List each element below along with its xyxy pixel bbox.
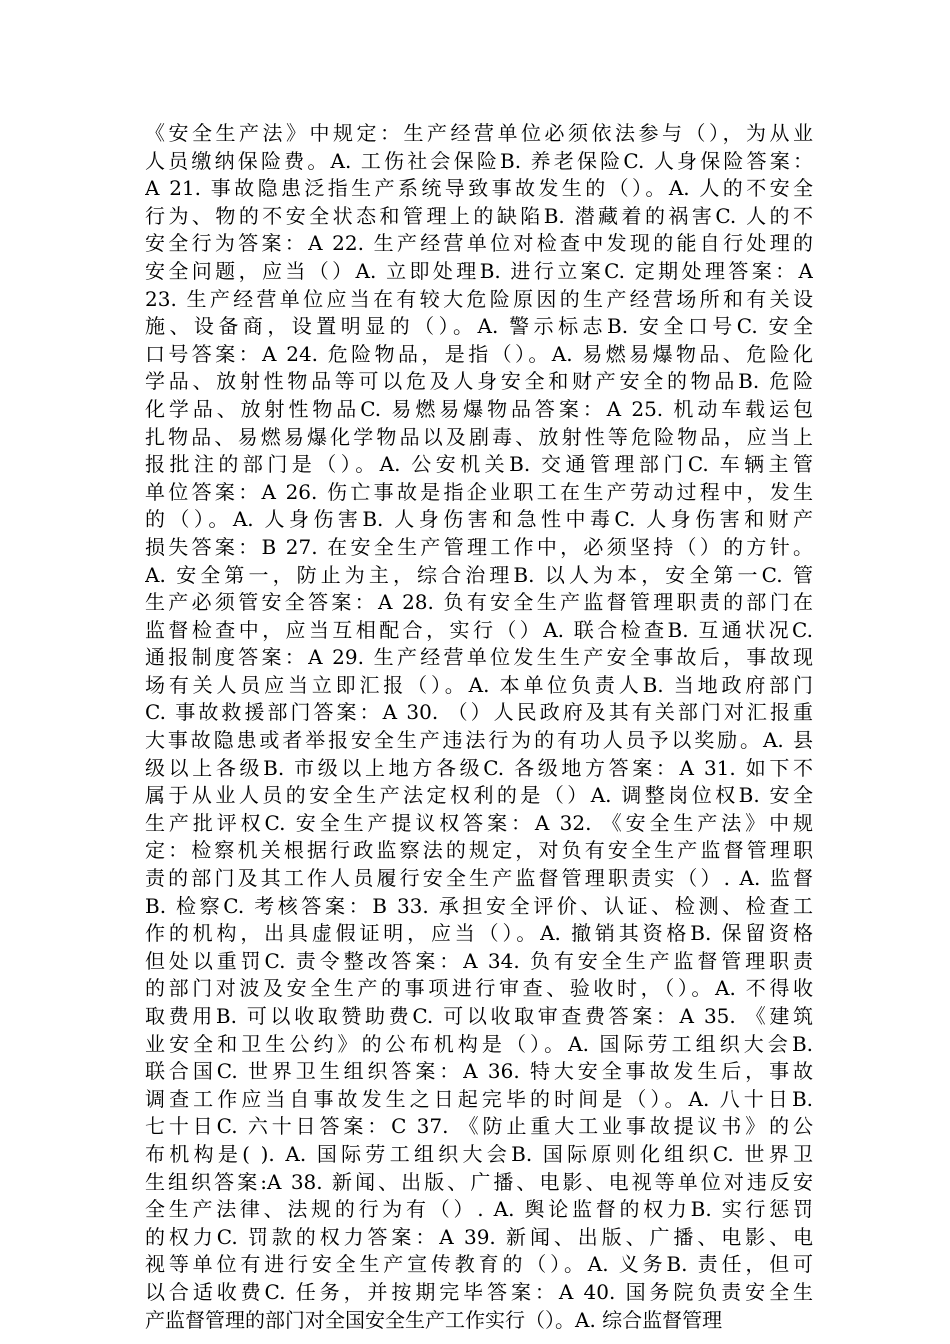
- text-line: A 21. 事故隐患泛指生产系统导致事故发生的（）。A. 人的不安全: [145, 176, 813, 201]
- text-line: 人员缴纳保险费。A. 工伤社会保险B. 养老保险C. 人身保险答案：: [145, 148, 813, 173]
- text-line: 取费用B. 可以收取赞助费C. 可以收取审查费答案：A 35. 《建筑: [145, 1004, 813, 1028]
- text-line: 损失答案：B 27. 在安全生产管理工作中，必须坚持（）的方针。: [145, 534, 813, 559]
- text-line: 七十日C. 六十日答案：C 37. 《防止重大工业事故提议书》的公: [145, 1114, 813, 1139]
- text-line: 安全问题，应当（）A. 立即处理B. 进行立案C. 定期处理答案：A: [145, 258, 813, 283]
- text-line: 单位答案：A 26. 伤亡事故是指企业职工在生产劳动过程中，发生: [145, 479, 813, 504]
- text-line: 扎物品、易燃易爆化学物品以及剧毒、放射性等危险物品，应当上: [145, 424, 813, 449]
- text-line: 大事故隐患或者举报安全生产违法行为的有功人员予以奖励。A. 县: [145, 728, 813, 753]
- text-line: 定：检察机关根据行政监察法的规定，对负有安全生产监督管理职: [145, 838, 813, 863]
- text-line: 联合国C. 世界卫生组织答案：A 36. 特大安全事故发生后，事故: [145, 1059, 813, 1084]
- document-body: [145, 120, 813, 1334]
- text-line: C. 事故救援部门答案：A 30. （）人民政府及其有关部门对汇报重: [145, 700, 813, 725]
- text-line: 生产批评权C. 安全生产提议权答案：A 32. 《安全生产法》中规: [145, 810, 813, 835]
- text-line: 属于从业人员的安全生产法定权利的是（）A. 调整岗位权B. 安全: [145, 783, 813, 808]
- text-line: 责的部门及其工作人员履行安全生产监督管理职责实（）. A. 监督: [145, 866, 813, 891]
- text-line: 但处以重罚C. 责令整改答案：A 34. 负有安全生产监督管理职责: [145, 948, 813, 973]
- text-line: 产监督管理的部门对全国安全生产工作实行（）。A. 综合监督管理: [145, 1307, 723, 1332]
- text-line: 行为、物的不安全状态和管理上的缺陷B. 潜藏着的祸害C. 人的不: [145, 203, 813, 228]
- text-line: B. 检察C. 考核答案：B 33. 承担安全评价、认证、检测、检查工: [145, 893, 813, 918]
- text-line: 安全行为答案：A 22. 生产经营单位对检查中发现的能自行处理的: [145, 231, 813, 256]
- text-line: 作的机构，出具虚假证明，应当（）。A. 撤销其资格B. 保留资格: [145, 921, 813, 946]
- text-line: 全生产法律、法规的行为有（）. A. 舆论监督的权力B. 实行惩罚: [145, 1197, 813, 1222]
- text-line: 学品、放射性物品等可以危及人身安全和财产安全的物品B. 危险: [145, 369, 813, 394]
- text-line: 口号答案：A 24. 危险物品，是指（）。A. 易燃易爆物品、危险化: [145, 341, 813, 366]
- text-line: 以合适收费C. 任务，并按期完毕答案：A 40. 国务院负责安全生: [145, 1279, 813, 1304]
- text-line: 调查工作应当自事故发生之日起完毕的时间是（）。A. 八十日B.: [145, 1086, 813, 1111]
- text-line: 视等单位有进行安全生产宣传教育的（）。A. 义务B. 责任，但可: [145, 1252, 813, 1277]
- text-line: 的权力C. 罚款的权力答案：A 39. 新闻、出版、广播、电影、电: [145, 1224, 813, 1249]
- text-line: 化学品、放射性物品C. 易燃易爆物品答案：A 25. 机动车载运包: [145, 396, 813, 421]
- text-line: 施、设备商，设置明显的（）。A. 警示标志B. 安全口号C. 安全: [145, 314, 813, 339]
- text-line: 通报制度答案：A 29. 生产经营单位发生生产安全事故后，事故现: [145, 645, 813, 670]
- text-line: 布机构是( ). A. 国际劳工组织大会B. 国际原则化组织C. 世界卫: [145, 1141, 813, 1166]
- text-line: 业安全和卫生公约》的公布机构是（）。A. 国际劳工组织大会B.: [145, 1031, 813, 1056]
- text-line: 级以上各级B. 市级以上地方各级C. 各级地方答案：A 31. 如下不: [145, 755, 813, 780]
- text-line: 的（）。A. 人身伤害B. 人身伤害和急性中毒C. 人身伤害和财产: [145, 507, 813, 532]
- text-line: 监督检查中，应当互相配合，实行（）A. 联合检查B. 互通状况C.: [145, 617, 813, 642]
- text-line: A. 安全第一，防止为主，综合治理B. 以人为本，安全第一C. 管: [145, 562, 813, 587]
- text-line: 《安全生产法》中规定：生产经营单位必须依法参与（），为从业: [145, 121, 813, 145]
- text-line: 报批注的部门是（）。A. 公安机关B. 交通管理部门C. 车辆主管: [145, 452, 813, 477]
- text-line: 生产必须管安全答案：A 28. 负有安全生产监督管理职责的部门在: [145, 590, 813, 615]
- text-line: 生组织答案:A 38. 新闻、出版、广播、电影、电视等单位对违反安: [145, 1169, 813, 1194]
- text-line: 场有关人员应当立即汇报（）。A. 本单位负责人B. 当地政府部门: [145, 672, 813, 697]
- text-line: 的部门对波及安全生产的事项进行审查、验收时，（）。A. 不得收: [145, 976, 813, 1001]
- text-line: 23. 生产经营单位应当在有较大危险原因的生产经营场所和有关设: [145, 286, 813, 311]
